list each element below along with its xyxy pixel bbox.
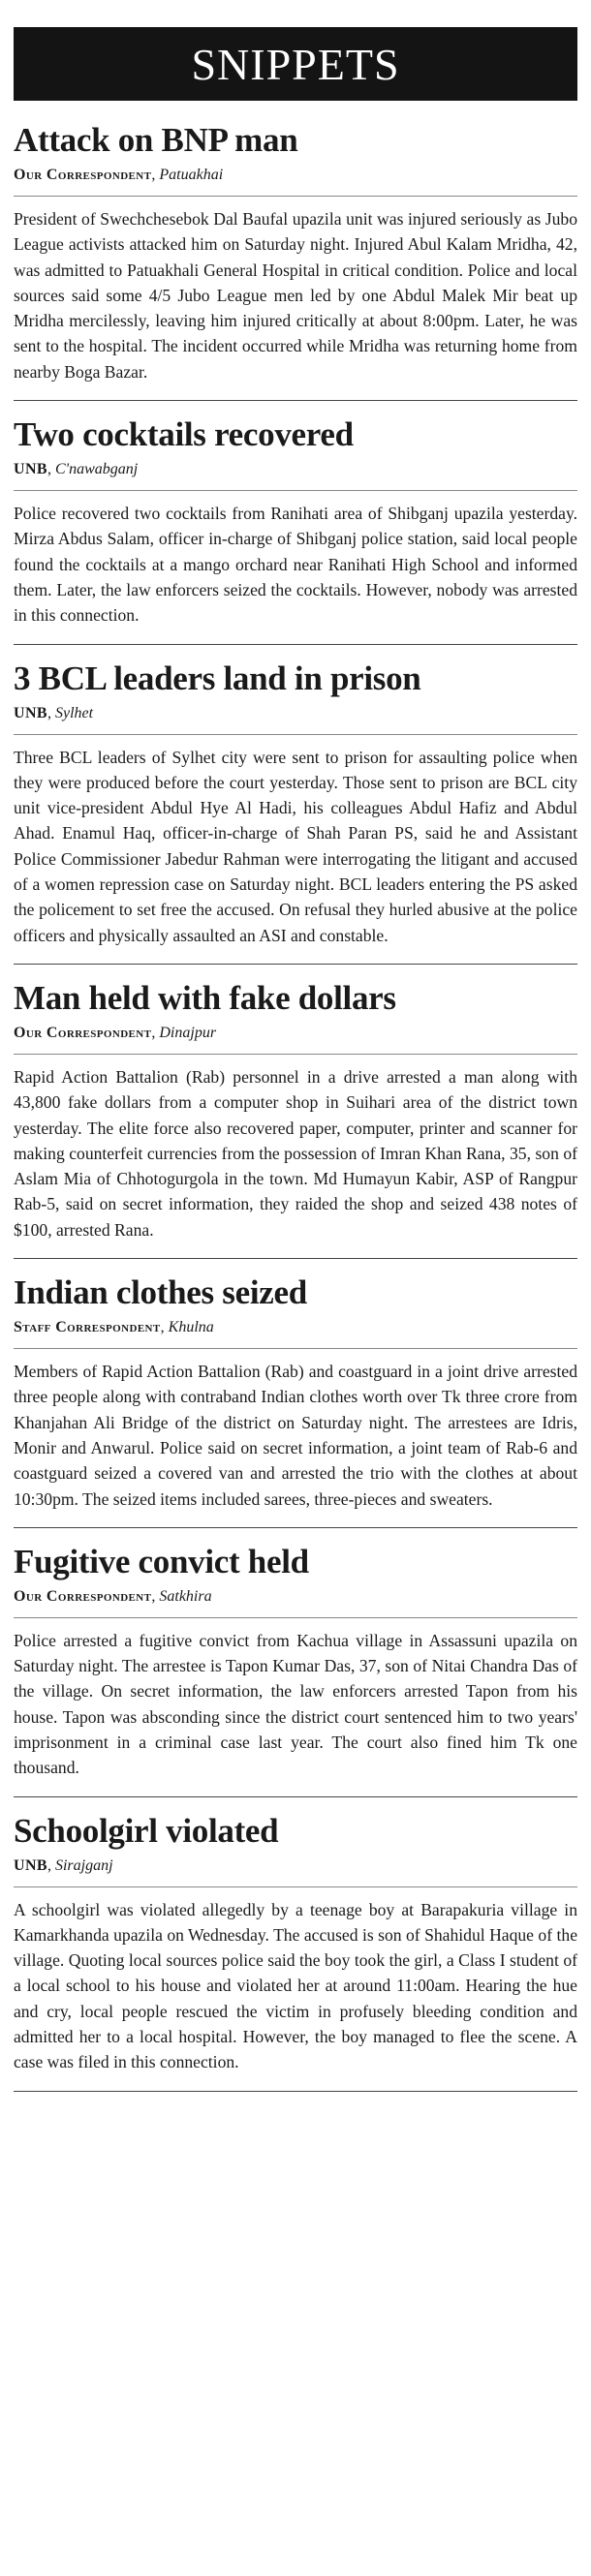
story-headline: Two cocktails recovered (14, 415, 354, 454)
story-headline: Schoolgirl violated (14, 1811, 279, 1850)
story-byline: Our Correspondent, Patuakhai (14, 165, 577, 197)
story-byline: UNB, Sylhet (14, 703, 577, 735)
story-byline: UNB, Sirajganj (14, 1855, 577, 1887)
story-byline: Our Correspondent, Dinajpur (14, 1023, 577, 1055)
news-story (14, 414, 577, 644)
news-story (14, 659, 577, 965)
story-body: President of Swechchesebok Dal Baufal upazila unit was injured seriously as Jubo League activists attacked him on Saturday night. Injured Abul Kalam Mridha, 42, was admitted to Patuakhali General Hospital in critical condition. Police and local sources said some 4/5 Jubo League men led by one Abdul Malek Mir beat up Mridha mercilessly, leaving him injured critically at about 8:00pm. Later, he was sent to the hospital. The incident occurred while Mridha was returning home from nearby Boga Bazar. (14, 209, 577, 382)
byline-agency: Staff Correspondent (14, 1319, 161, 1336)
section-title: SNIPPETS (191, 39, 400, 89)
news-story (14, 1273, 577, 1528)
byline-agency: UNB (14, 704, 47, 721)
story-byline: Our Correspondent, Satkhira (14, 1586, 577, 1618)
byline-location: Satkhira (159, 1587, 212, 1605)
news-story (14, 1811, 577, 2092)
story-byline: Staff Correspondent, Khulna (14, 1317, 577, 1349)
byline-location: Patuakhai (159, 167, 224, 183)
story-headline: 3 BCL leaders land in prison (14, 659, 421, 697)
story-body: Members of Rapid Action Battalion (Rab) and coastguard in a joint drive arrested three people along with contraband Indian clothes worth over Tk three crore from Khanjahan Ali Bridge of the district on Saturday night. The arrestees are Idris, Monir and Anwarul. Police said on secret information, a joint team of Rab-6 and coastguard seized a covered van and arrested the trio with the clothes at about 10:30pm. The seized items included sarees, three-pieces and sweaters. (14, 1362, 577, 1509)
byline-location: Khulna (168, 1319, 214, 1336)
byline-location: C'nawabganj (54, 461, 139, 478)
story-headline: Attack on BNP man (14, 121, 298, 159)
story-body: Police arrested a fugitive convict from Kachua village in Assassuni upazila on Saturday night. The arrestee is Tapon Kumar Das, 37, son of Nitai Chandra Das of the village. On secret information, the law enforcers arrested Tapon from his house. Tapon was absconding since the district court sentenced him to two years' imprisonment in a criminal case last year. The court also fined him Tk one thousand. (14, 1630, 577, 1778)
byline-location: Sirajganj (54, 1856, 113, 1874)
story-byline: UNB, C'nawabganj (14, 459, 577, 491)
story-body: Rapid Action Battalion (Rab) personnel in a drive arrested a man along with 43,800 fake dollars from a computer shop in Suihari area of the district town yesterday. The elite force also recovered paper, computer, printer and scanner for making counterfeit currencies from the possession of Imran Khan Rana, 35, son of Aslam Mia of Chhotogurgola in the town. Md Humayun Kabir, ASP of Rangpur Rab-5, said on secret information, they raided the shop and seized 438 notes of $100, arrested Rana. (14, 1066, 577, 1240)
byline-location: Dinajpur (159, 1024, 217, 1041)
story-body: Three BCL leaders of Sylhet city were sent to prison for assaulting police when they were produced before the court yesterday. Those sent to prison are BCL city unit vice-president Abdul Hye Al Hadi, his colleagues Abdul Hafiz and Abdul Ahad. Enamul Haq, officer-in-charge of Shah Paran PS, said he and Assistant Police Commissioner Jabedur Rahman were interrogating the litigant and accused of a women repression case on Saturday night. BCL leaders entering the PS asked the policement to set free the accused. On refusal they hurled abusive at the police officers and physically assaulted an ASI and constable. (14, 747, 577, 945)
news-story (14, 978, 577, 1259)
story-headline: Man held with fake dollars (14, 978, 396, 1017)
news-story (14, 120, 577, 401)
news-story (14, 1542, 577, 1797)
story-headline: Indian clothes seized (14, 1273, 307, 1312)
story-body: Police recovered two cocktails from Ranihati area of Shibganj upazila yesterday. Mirza Abdus Salam, officer in-charge of Shibganj police station, said local people found the cocktails at a mango orchard near Ranihati High School and informed them. Later, the law enforcers seized the cocktails. However, nobody was arrested in this connection. (14, 504, 577, 626)
byline-agency: Our Correspondent (14, 1587, 152, 1605)
byline-agency: UNB (14, 461, 47, 478)
byline-agency: Our Correspondent (14, 167, 152, 183)
section-banner (14, 27, 577, 101)
story-body: A schoolgirl was violated allegedly by a teenage boy at Barapakuria village in Kamarkhanda upazila on Wednesday. The accused is son of Shahidul Haque of the village. Quoting local sources police said the boy took the girl, a Class I student of a local school to his house and violated her at around 11:00am. Hearing the hue and cry, local people rescued the victim in profusely bleeding condition and admitted her to a local hospital. However, the boy managed to flee the scene. A case was filed in this connection. (14, 1899, 577, 2072)
byline-agency: UNB (14, 1856, 47, 1874)
byline-agency: Our Correspondent (14, 1024, 152, 1041)
story-headline: Fugitive convict held (14, 1542, 309, 1580)
byline-location: Sylhet (54, 704, 94, 721)
